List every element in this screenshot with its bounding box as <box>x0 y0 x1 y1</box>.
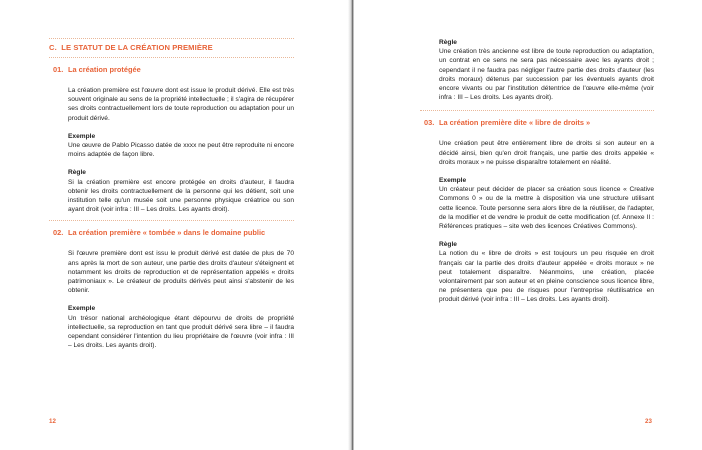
page-number: 23 <box>645 418 652 425</box>
example-label: Exemple <box>439 177 467 185</box>
example-text: Une œuvre de Pablo Picasso datée de xxxx ne peut être reproduite ni encore moins adaptée de façon libre. <box>68 142 294 159</box>
subsection-heading-03 <box>420 111 654 132</box>
section-title: C. LE STATUT DE LA CRÉATION PREMIÈRE <box>49 43 213 52</box>
continued-rule-block <box>439 38 654 102</box>
rule-label: Règle <box>439 241 457 249</box>
subsection-number: 01. <box>53 65 64 74</box>
rule-label: Règle <box>68 169 86 177</box>
rule-text: La notion du « libre de droits » est toujours un peu risquée en droit français car la partie des droits d'auteur appelée « droits moraux » ne peut totalement disparaître. Néanmoins, une création, placée volontairement par son auteur et en pleine conscience sous licence libre, ne présentera que peu de risques pour l'entreprise réutilisatrice en produit dérivé (voir infra : III – Les droits. Les ayants droit). <box>439 250 654 304</box>
rule-text: Si la création première est encore protégée en droits d'auteur, il faudra obtenir les droits contractuellement de la personne qui les détient, soit une institution telle qu'un musée soit une personne physique créatrice ou son ayant droit (voir infra : III – Les droits. Les ayants droit). <box>68 178 294 214</box>
right-page <box>354 0 702 450</box>
subsection-title: La création protégée <box>68 65 141 74</box>
subsection-body-03 <box>439 139 654 304</box>
subsection-body-01 <box>68 86 294 214</box>
subsection-heading-01 <box>49 58 294 79</box>
example-text: Un créateur peut décider de placer sa création sous licence « Creative Commons 0 » ou de la mettre à disposition via une structure utilisant cette licence. Toute personne sera alors libre de la réutiliser, de l'adapter, de la modifier et de vendre le produit de cette modification (cf. Annexe II : Références pratiques – site web des licences Créatives Commons). <box>439 186 654 231</box>
paragraph: Si l'œuvre première dont est issu le produit dérivé est datée de plus de 70 ans après la mort de son auteur, une partie des droits d'auteur s'éteignent et notamment les droits de reproduction et de représentation appelés « droits patrimoniaux ». Le créateur de produits dérivés peut ainsi s'abstenir de les obtenir. <box>68 250 294 295</box>
example-text: Un trésor national archéologique étant dépourvu de droits de propriété intellectuelle, sa reproduction en tant que produit dérivé sera libre – il faudra cependant considérer l'intention du lieu propriétaire de l'œuvre (voir infra : III – Les droits. Les ayants droit). <box>68 314 294 350</box>
example-label: Exemple <box>68 305 96 313</box>
subsection-title: La création première dite « libre de droits » <box>439 118 591 128</box>
subsection-title: La création première « tombée » dans le domaine public <box>68 228 266 238</box>
rule-label: Règle <box>439 39 457 46</box>
page-number: 12 <box>49 418 56 425</box>
right-page-content <box>420 38 654 305</box>
paragraph: La création première est l'œuvre dont est issue le produit dérivé. Elle est très souvent originale au sens de la propriété intellectuelle ; il s'agira de récupérer ses droits contractuellement lors de toute reproduction ou adaptation pour un produit dérivé. <box>68 87 294 122</box>
subsection-body-02 <box>68 249 294 350</box>
example-label: Exemple <box>68 132 96 140</box>
subsection-number: 02. <box>53 228 64 238</box>
left-page-content <box>49 38 294 350</box>
paragraph: Une création peut être entièrement libre de droits si son auteur en a décidé ainsi, bien qu'en droit français, une partie des droits appelée « droits moraux » ne puisse disparaître totalement en réalité. <box>439 140 654 166</box>
subsection-heading-02 <box>49 221 294 242</box>
rule-text: Une création très ancienne est libre de toute reproduction ou adaptation, un contrat en ce sens ne sera pas nécessaire avec les ayants droit ; cependant il ne faudra pas négliger l'autre partie des droits d'auteur (les droits moraux) détenus par succession par les éventuels ayants droit encore vivants ou par l'institution détentrice de l'œuvre elle-même (voir infra : III – Les droits. Les ayants droit). <box>439 48 654 102</box>
left-page <box>0 0 350 450</box>
subsection-number: 03. <box>424 118 435 128</box>
